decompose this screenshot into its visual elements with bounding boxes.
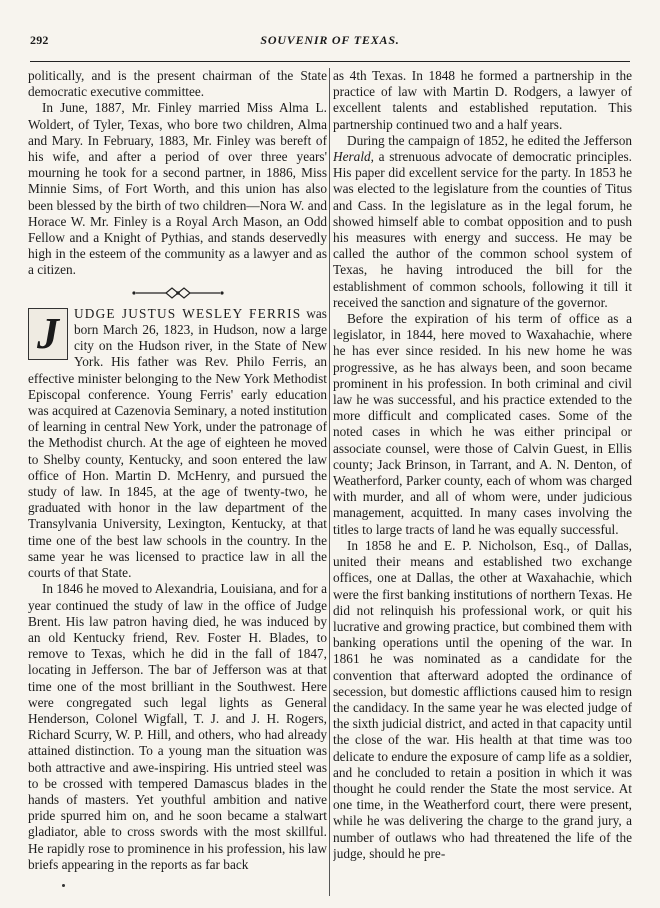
left-column bbox=[28, 68, 327, 896]
newspaper-name: Herald bbox=[333, 149, 371, 165]
running-title: SOUVENIR OF TEXAS. bbox=[260, 33, 400, 47]
biography-text: was born March 26, 1823, in Hudson, now a large city on the Hudson river, in the State of New York. His father was Rev. Philo Ferris, an effective minister belonging to the New York Methodist Episcopal conference. Young Ferris' early education was acquired at Cazenovia Seminary, a noted institution of learning in central New York, under the patronage of the Methodist church. At the age of eighteen he moved to Shelby county, Kentucky, and soon entered the law office of Hon. Martin D. McHenry, and pursued the study of law. In 1845, at the age of twenty-two, he graduated with honor in the law department of the Transylvania University, Lexington, Kentucky, at that time one of the best law schools in the country. In the same year he was licensed to practice law in all the courts of that State. bbox=[28, 305, 327, 581]
right-column bbox=[333, 68, 632, 896]
paragraph: In 1846 he moved to Alexandria, Louisiana, and for a year continued the study of law in the office of Judge Brent. His law patron having died, he was induced by an old Kentucky friend, Rev. Foster H. Blades, to remove to Texas, which he did in the fall of 1847, locating in Jefferson. The bar of Jefferson was at that time one of the most brilliant in the Southwest. Here were congregated such legal lights as General Henderson, Colonel Wigfall, T. J. and J. H. Rogers, Richard Scurry, W. P. Hill, and others, who had already attained distinction. To a young man the situation was both attractive and awe-inspiring. His untried steel was to be crossed with tempered Damascus blades in the hands of masters. Yet youthful ambition and native pride spurred him on, and he soon became a stalwart gladiator, able to cross swords with the most skillful. He rapidly rose to prominence in his profession, his law briefs appearing in the reports as far back bbox=[28, 581, 327, 872]
paragraph bbox=[333, 133, 632, 311]
paragraph: Before the expiration of his term of office as a legislator, in 1844, here moved to Waxahachie, where he has ever since resided. In his new home he was progressive, as he has always been, and soon became prominent in his profession. In both criminal and civil law he was successful, and his practice extended to the more difficult and complicated cases. Some of the noted cases in which he was either principal or associate counsel, were those of Calvin Guest, in Ellis county; Jack Brinson, in Tarrant, and A. N. Denton, of Weatherford, Parker county, each of whom was charged with murder, and all of whom were, under judicious management, acquitted. In many cases involving the titles to large tracts of land he was equally successful. bbox=[333, 311, 632, 537]
page-header bbox=[30, 33, 630, 53]
page-number: 292 bbox=[30, 33, 49, 47]
paragraph: as 4th Texas. In 1848 he formed a partnership in the practice of law with Martin D. Rodgers, a lawyer of excellent talents and established reputation. This partnership continued two and a half years. bbox=[333, 68, 632, 132]
column-divider bbox=[329, 68, 330, 896]
text-run: During the campaign of 1852, he edited the Jefferson bbox=[347, 132, 632, 148]
biography-heading: UDGE JUSTUS WESLEY FERRIS bbox=[74, 305, 302, 321]
header-rule bbox=[30, 61, 630, 62]
ornament-divider bbox=[28, 284, 327, 300]
paragraph: In 1858 he and E. P. Nicholson, Esq., of Dallas, united their means and established two exchange offices, one at Dallas, the other at Waxahachie, which were the first banking institutions of northern Texas. He did not relinquish his professional work, or quit his lucrative and growing practice, but combined them with banking operations until the opening of the war. In 1861 he was nominated as a candidate for the convention that afterward adopted the ordinance of secession, but domestic afflictions caused him to resign the candidacy. In the same year he was elected judge of the sixth judicial district, and acted in that capacity until the close of the war. His health at that time was too delicate to endure the exposure of camp life as a soldier, and he concluded to retain a position in which it was thought he could render the State the most service. At one time, in the Weatherford court, there were present, while he was delivering the charge to the grand jury, a number of outlaws who had threatened the life of the judge, should he pre- bbox=[333, 537, 632, 861]
drop-cap-letter: J bbox=[37, 308, 59, 358]
print-speck bbox=[62, 884, 65, 887]
text-run: , a strenuous advocate of democratic principles. His paper did excellent service for the party. In 1853 he was elected to the legislature from the counties of Titus and Cass. In the legislature as in the legal forum, he showed himself able to combat opposition and to push his measures with energy and success. He may be called the author of the common school system of Texas, he having introduced the bill for the establishment of common schools, following it till it received the sanction and signature of the governor. bbox=[333, 149, 632, 310]
paragraph: politically, and is the present chairman of the State democratic executive committee. bbox=[28, 68, 327, 100]
ornament-icon bbox=[130, 287, 226, 299]
paragraph: In June, 1887, Mr. Finley married Miss Alma L. Woldert, of Tyler, Texas, who bore two children, Alma and Mary. In February, 1883, Mr. Finley was bereft of his wife, and after a period of over three years' mourning he took for a second partner, in 1886, Miss Minnie Sims, of Fort Worth, and this union has also been blessed by the birth of two children—Nora W. and Horace W. Mr. Finley is a Royal Arch Mason, an Odd Fellow and a Knight of Pythias, and stands deservedly high in the esteem of the community as a lawyer and as a citizen. bbox=[28, 100, 327, 278]
biography-paragraph bbox=[28, 306, 327, 581]
drop-cap bbox=[28, 308, 68, 360]
